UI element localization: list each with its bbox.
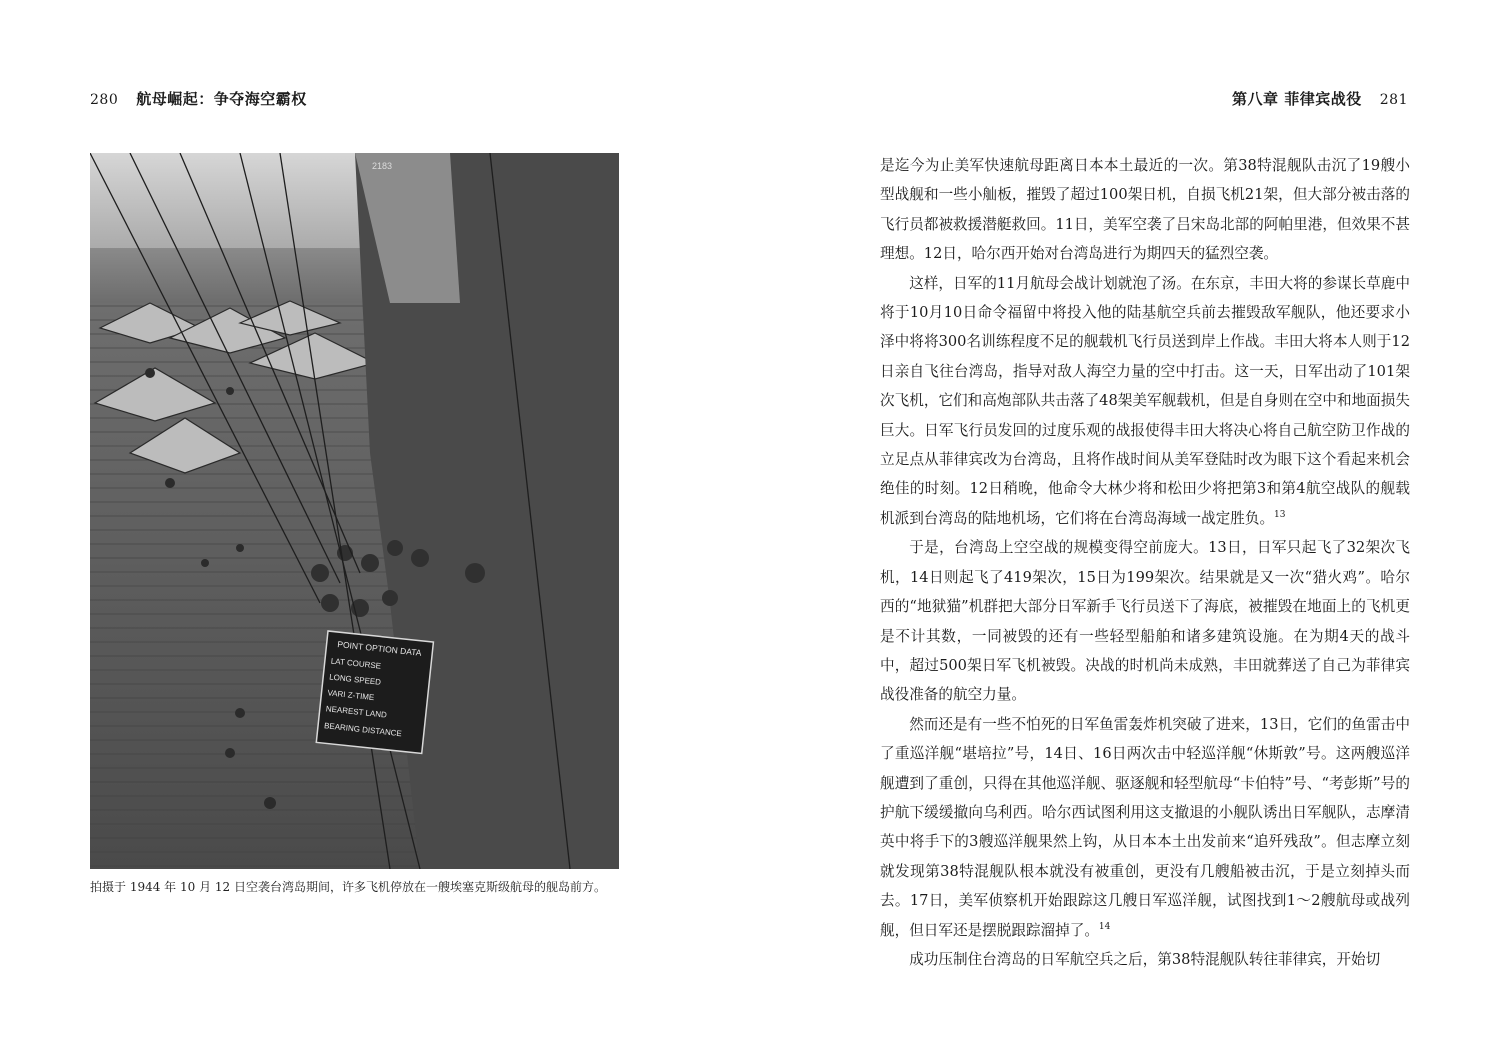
paragraph-5 [880, 945, 1410, 974]
board-line-3: LONG SPEED [328, 672, 382, 687]
paragraph-3 [880, 533, 1410, 709]
paragraph-text: 这样，日军的11月航母会战计划就泡了汤。在东京，丰田大将的参谋长草鹿中将于10月10日命令福留中将投入他的陆基航空兵前去摧毁敌军舰队，他还要求小泽中将将300名训练程度不足的舰载机飞行员送到岸上作战。丰田大将本人则于12日亲自飞往台湾岛，指导对敌人海空力量的空中打击。这一天，日军出动了101架次飞机，它们和高炮部队共击落了48架美军舰载机，但是自身则在空中和地面损失巨大。日军飞行员发回的过度乐观的战报使得丰田大将决心将自己航空防卫作战的立足点从菲律宾改为台湾岛，且将作战时间从美军登陆时改为眼下这个看起来机会绝佳的时刻。12日稍晚，他命令大林少将和松田少将把第3和第4航空战队的舰载机派到台湾岛的陆地机场，它们将在台湾岛海域一战定胜负。 [880, 274, 1410, 527]
carrier-deck-photo [90, 153, 619, 869]
footnote-marker[interactable]: 13 [1274, 510, 1286, 521]
board-line-2: LAT COURSE [330, 656, 382, 671]
paragraph-text: 是迄今为止美军快速航母距离日本本土最近的一次。第38特混舰队击沉了19艘小型战舰和一些小舢板，摧毁了超过100架日机，自损飞机21架，但大部分被击落的飞行员都被救援潜艇救回。11日，美军空袭了吕宋岛北部的阿帕里港，但效果不甚理想。12日，哈尔西开始对台湾岛进行为期四天的猛烈空袭。 [880, 157, 1410, 263]
paragraph-text: 于是，台湾岛上空空战的规模变得空前庞大。13日，日军只起飞了32架次飞机，14日则起飞了419架次，15日为199架次。结果就是又一次“猎火鸡”。哈尔西的“地狱猫”机群把大部分日军新手飞行员送下了海底，被摧毁在地面上的飞机更是不计其数，一同被毁的还有一些轻型船舶和诸多建筑设施。在为期4天的战斗中，超过500架日军飞机被毁。决战的时机尚未成熟，丰田就葬送了自己为菲律宾战役准备的航空力量。 [880, 539, 1410, 704]
book-title: 航母崛起：争夺海空霸权 [136, 90, 307, 108]
page-number: 280 [90, 92, 119, 108]
paragraph-1 [880, 151, 1410, 269]
paragraph-2 [880, 269, 1410, 534]
board-line-4: VARI Z-TIME [327, 688, 375, 703]
paragraph-4 [880, 710, 1410, 945]
paragraph-text: 然而还是有一些不怕死的日军鱼雷轰炸机突破了进来，13日，它们的鱼雷击中了重巡洋舰“堪培拉”号，14日、16日两次击中轻巡洋舰“休斯敦”号。这两艘巡洋舰遭到了重创，只得在其他巡洋舰、驱逐舰和轻型航母“卡伯特”号、“考彭斯”号的护航下缓缓撤向乌利西。哈尔西试图利用这支撤退的小舰队诱出日军舰队，志摩清英中将手下的3艘巡洋舰果然上钩，从日本本土出发前来“追歼残敌”。但志摩立刻就发现第38特混舰队根本就没有被重创，更没有几艘船被击沉，于是立刻掉头而去。17日，美军侦察机开始跟踪这几艘日军巡洋舰，试图找到1～2艘航母或战列舰，但日军还是摆脱跟踪溜掉了。 [880, 715, 1410, 939]
paragraph-text: 成功压制住台湾岛的日军航空兵之后，第38特混舰队转往菲律宾，开始切 [909, 950, 1381, 968]
body-text [880, 151, 1410, 974]
right-page [750, 0, 1500, 1043]
board-line-1: POINT OPTION DATA [336, 639, 423, 658]
board-line-6: BEARING DISTANCE [323, 721, 403, 739]
board-line-5: NEAREST LAND [325, 704, 388, 720]
photo-caption: 拍摄于 1944 年 10 月 12 日空袭台湾岛期间，许多飞机停放在一艘埃塞克斯级航母的舰岛前方。 [90, 880, 606, 894]
footnote-marker[interactable]: 14 [1098, 921, 1111, 932]
left-running-head [90, 88, 307, 109]
hull-number: 2183 [372, 161, 393, 171]
page-number: 281 [1379, 92, 1408, 108]
right-running-head [1232, 88, 1408, 109]
chapter-title: 第八章 菲律宾战役 [1232, 90, 1362, 108]
